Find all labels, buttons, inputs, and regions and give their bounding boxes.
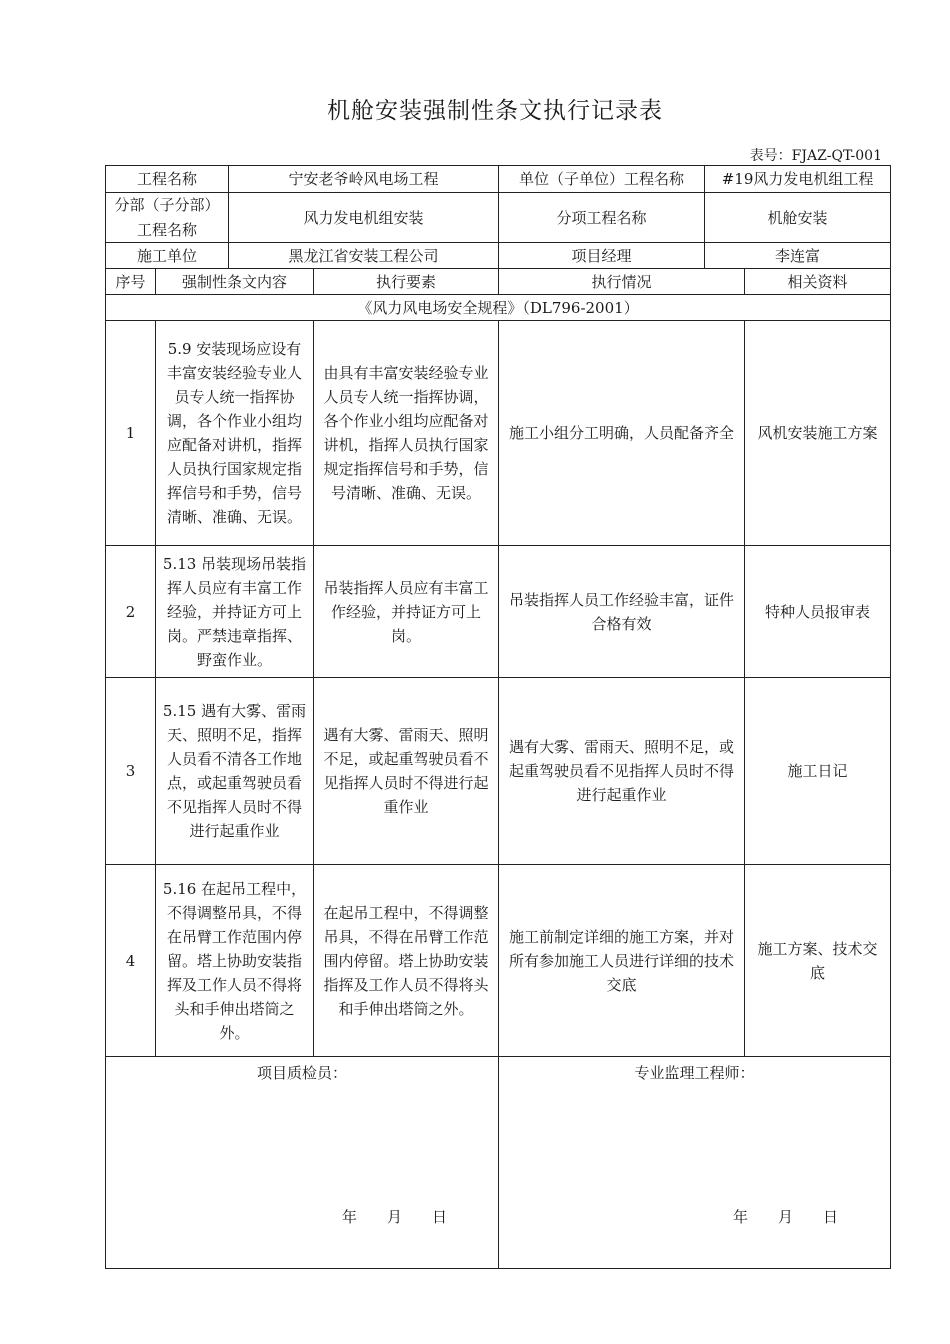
row-requirement: 在起吊工程中，不得调整吊具，不得在吊臂工作范围内停留。塔上协助安装指挥及工作人员不得将头和手伸出塔筒之外。 <box>314 865 499 1057</box>
signature-row <box>106 1057 891 1269</box>
row-no: 4 <box>106 865 156 1057</box>
row-status: 遇有大雾、雷雨天、照明不足，或起重驾驶员看不见指挥人员时不得进行起重作业 <box>499 678 745 865</box>
row-requirement: 遇有大雾、雷雨天、照明不足，或起重驾驶员看不见指挥人员时不得进行起重作业 <box>314 678 499 865</box>
row-status: 施工小组分工明确，人员配备齐全 <box>499 321 745 546</box>
table-row <box>106 678 891 865</box>
supervisor-sign-area <box>505 1061 884 1265</box>
supervisor-date: 年 月 日 <box>733 1207 839 1226</box>
row-reference: 特种人员报审表 <box>745 546 891 678</box>
contractor-label: 施工单位 <box>106 243 229 269</box>
form-number: 表号：FJAZ-QT-001 <box>749 148 882 164</box>
row-no: 3 <box>106 678 156 865</box>
header-row-contractor <box>106 243 891 269</box>
supervisor-label: 专业监理工程师： <box>634 1063 755 1082</box>
contractor-value: 黑龙江省安装工程公司 <box>229 243 499 269</box>
row-reference: 施工日记 <box>745 678 891 865</box>
col-reference-header: 相关资料 <box>745 269 891 295</box>
manager-value: 李连富 <box>705 243 891 269</box>
subdivision-value: 风力发电机组安装 <box>229 193 499 243</box>
header-row-subdivision <box>106 193 891 243</box>
row-status: 吊装指挥人员工作经验丰富，证件合格有效 <box>499 546 745 678</box>
row-clause: 5.15 遇有大雾、雷雨天、照明不足，指挥人员看不清各工作地点，或起重驾驶员看不见指挥人员时不得进行起重作业 <box>156 678 314 865</box>
record-table <box>105 165 891 1269</box>
row-status: 施工前制定详细的施工方案，并对所有参加施工人员进行详细的技术交底 <box>499 865 745 1057</box>
row-reference: 施工方案、技术交底 <box>745 865 891 1057</box>
row-clause: 5.16 在起吊工程中，不得调整吊具，不得在吊臂工作范围内停留。塔上协助安装指挥及工作人员不得将头和手伸出塔筒之外。 <box>156 865 314 1057</box>
unit-name-label: 单位（子单位）工程名称 <box>499 166 705 193</box>
unit-name-value: #19风力发电机组工程 <box>705 166 891 193</box>
column-header-row <box>106 269 891 295</box>
row-requirement: 由具有丰富安装经验专业人员专人统一指挥协调，各个作业小组均应配备对讲机，指挥人员执行国家规定指挥信号和手势，信号清晰、准确、无误。 <box>314 321 499 546</box>
inspector-sign-cell <box>106 1057 499 1269</box>
manager-label: 项目经理 <box>499 243 705 269</box>
table-row <box>106 546 891 678</box>
col-requirement-header: 执行要素 <box>314 269 499 295</box>
item-name-label: 分项工程名称 <box>499 193 705 243</box>
subdivision-label-text: 分部（子分部）工程名称 <box>114 196 220 239</box>
inspector-sign-area <box>112 1061 492 1265</box>
row-clause: 5.13 吊装现场吊装指挥人员应有丰富工作经验，并持证方可上岗。严禁违章指挥、野蛮作业。 <box>156 546 314 678</box>
supervisor-sign-cell <box>499 1057 891 1269</box>
row-no: 2 <box>106 546 156 678</box>
col-no-header: 序号 <box>106 269 156 295</box>
table-row <box>106 865 891 1057</box>
standard-title: 《风力风电场安全规程》（DL796-2001） <box>106 295 891 321</box>
standard-row <box>106 295 891 321</box>
inspector-date: 年 月 日 <box>342 1207 448 1226</box>
col-clause-header: 强制性条文内容 <box>156 269 314 295</box>
row-clause: 5.9 安装现场应设有丰富安装经验专业人员专人统一指挥协调，各个作业小组均应配备对讲机，指挥人员执行国家规定指挥信号和手势，信号清晰、准确、无误。 <box>156 321 314 546</box>
project-name-label: 工程名称 <box>106 166 229 193</box>
document-title: 机舱安装强制性条文执行记录表 <box>327 98 663 124</box>
row-no: 1 <box>106 321 156 546</box>
table-row <box>106 321 891 546</box>
header-row-project <box>106 166 891 193</box>
inspector-label: 项目质检员： <box>257 1063 348 1082</box>
item-name-value: 机舱安装 <box>705 193 891 243</box>
row-requirement: 吊装指挥人员应有丰富工作经验，并持证方可上岗。 <box>314 546 499 678</box>
col-status-header: 执行情况 <box>499 269 745 295</box>
row-reference: 风机安装施工方案 <box>745 321 891 546</box>
project-name-value: 宁安老爷岭风电场工程 <box>229 166 499 193</box>
subdivision-label <box>106 193 229 243</box>
